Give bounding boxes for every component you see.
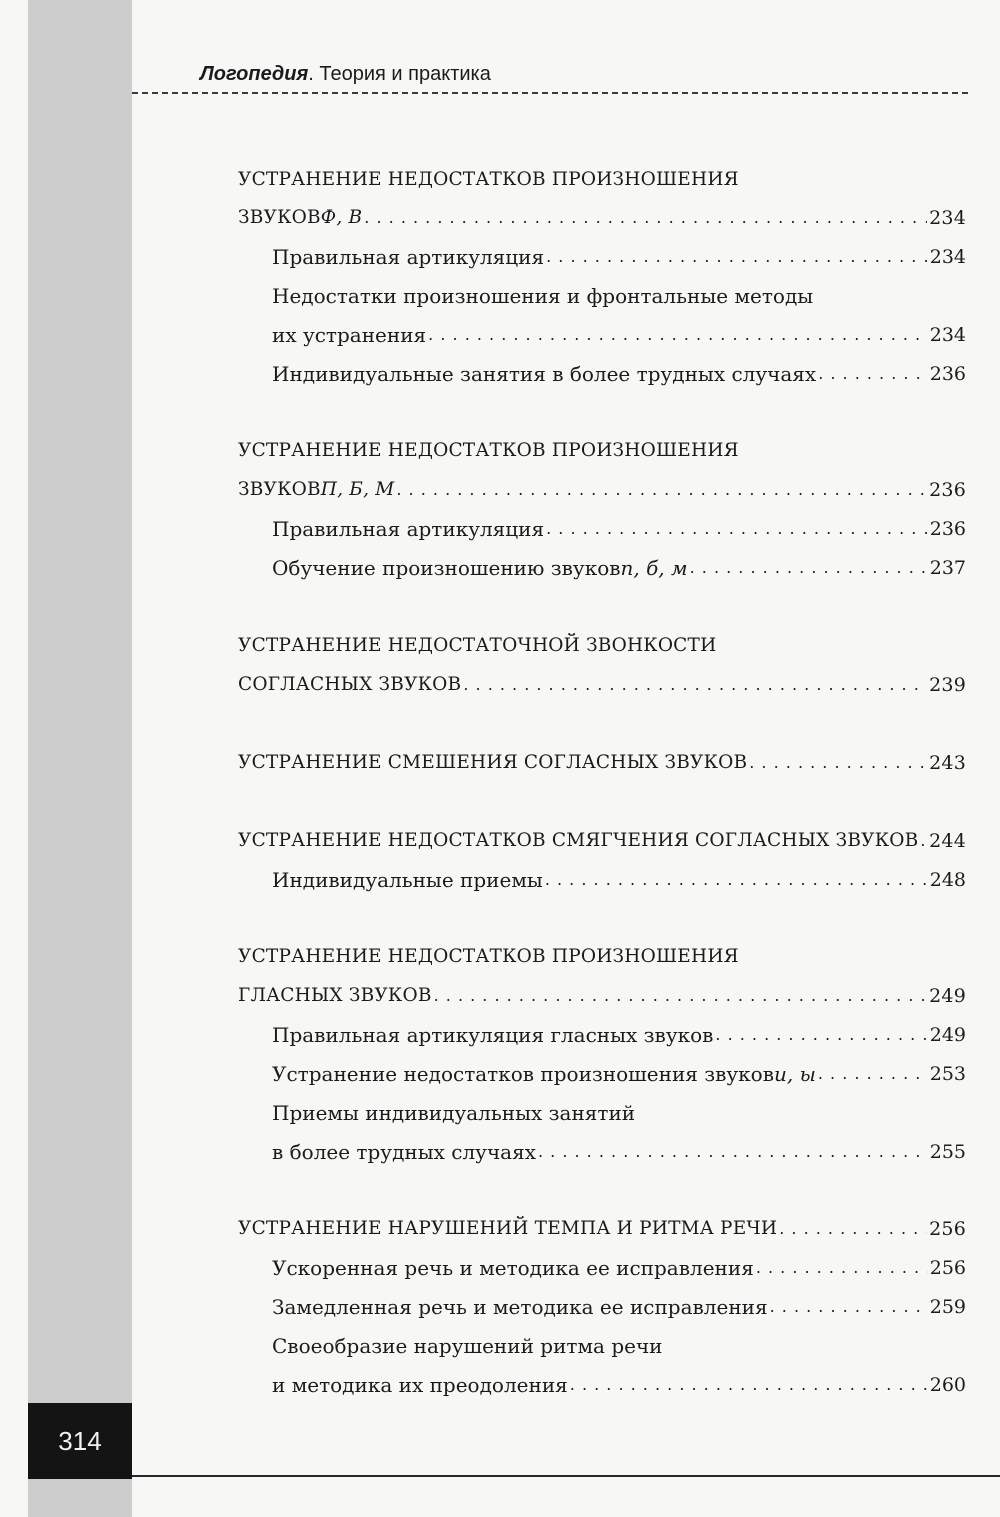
toc-entry-text: их устранения (272, 323, 427, 347)
toc-entry-text: Недостатки произношения и фронтальные методы (272, 284, 814, 308)
toc-page-number: 249 (929, 1024, 966, 1046)
toc-entry (272, 317, 966, 353)
toc-entry (238, 667, 966, 703)
toc-entry (272, 1095, 966, 1131)
toc-leader-dots (756, 1250, 928, 1286)
toc-entry-text: СОГЛАСНЫХ ЗВУКОВ (238, 674, 462, 695)
toc-leader-dots (818, 356, 928, 392)
toc-entry (238, 745, 966, 781)
side-margin-bar (28, 0, 132, 1517)
toc-leader-dots (545, 862, 928, 898)
toc-entry-text: ГЛАСНЫХ ЗВУКОВ (238, 985, 432, 1006)
toc-page-number: 234 (929, 246, 966, 268)
toc-entry-text: УСТРАНЕНИЕ НЕДОСТАТКОВ СМЯГЧЕНИЯ СОГЛАСНЫХ ЗВУКОВ (238, 830, 919, 851)
toc-entry-text: УСТРАНЕНИЕ НЕДОСТАТКОВ ПРОИЗНОШЕНИЯ (238, 169, 739, 190)
toc-heading (238, 939, 966, 975)
toc-entry (272, 511, 966, 547)
toc-page-number: 234 (929, 207, 966, 229)
toc-page-number: 249 (929, 985, 966, 1007)
toc-entry-text: Индивидуальные занятия в более трудных случаях (272, 362, 817, 386)
toc-page-number: 255 (929, 1141, 966, 1163)
toc-entry-text: Приемы индивидуальных занятий (272, 1101, 636, 1125)
toc-entry (272, 1017, 966, 1053)
toc-entry-text: Своеобразие нарушений ритма речи (272, 1334, 663, 1358)
running-header-rest: . Теория и практика (308, 63, 491, 85)
toc-leader-dots (364, 200, 927, 236)
toc-leader-dots (770, 1289, 928, 1325)
toc-entry (272, 1367, 966, 1403)
toc-leader-dots (546, 239, 928, 275)
toc-entry-text: УСТРАНЕНИЕ НЕДОСТАТКОВ ПРОИЗНОШЕНИЯ (238, 440, 739, 461)
toc-leader-dots (818, 1056, 928, 1092)
toc-entry-text: ЗВУКОВ (238, 207, 321, 228)
toc-entry-text: Устранение недостатков произношения звуков (272, 1062, 774, 1086)
toc-entry (272, 1056, 966, 1092)
toc-entry (272, 862, 966, 898)
toc-entry (272, 1134, 966, 1170)
toc-entry-text: в более трудных случаях (272, 1140, 536, 1164)
toc-heading (238, 628, 966, 664)
toc-entry-text: УСТРАНЕНИЕ НЕДОСТАТОЧНОЙ ЗВОНКОСТИ (238, 635, 717, 656)
toc-entry (272, 1250, 966, 1286)
toc-page-number: 243 (929, 752, 966, 774)
toc-heading (238, 162, 966, 198)
toc-page-number: 236 (929, 363, 966, 385)
toc-page-number: 236 (929, 518, 966, 540)
toc-entry-text: УСТРАНЕНИЕ НЕДОСТАТКОВ ПРОИЗНОШЕНИЯ (238, 946, 739, 967)
toc-entry-text: Замедленная речь и методика ее исправления (272, 1295, 768, 1319)
page-number: 314 (28, 1403, 132, 1479)
toc-leader-dots (434, 978, 928, 1014)
toc-entry-italic: П, Б, М (320, 479, 395, 500)
running-header (200, 59, 491, 89)
toc-entry-italic: Ф, В (320, 207, 363, 228)
toc-leader-dots (779, 1211, 927, 1247)
toc-page-number: 244 (929, 830, 966, 852)
toc-page-number: 260 (929, 1374, 966, 1396)
toc-entry-text: УСТРАНЕНИЕ НАРУШЕНИЙ ТЕМПА И РИТМА РЕЧИ (238, 1218, 778, 1239)
toc-entry-text: Обучение произношению звуков (272, 556, 621, 580)
toc-entry (238, 200, 966, 236)
toc-entry (238, 978, 966, 1014)
toc-entry-text: и методика их преодоления (272, 1373, 568, 1397)
toc-entry (272, 550, 966, 586)
toc-entry-text: УСТРАНЕНИЕ СМЕШЕНИЯ СОГЛАСНЫХ ЗВУКОВ (238, 752, 748, 773)
toc-entry-italic: и, ы (773, 1062, 816, 1086)
toc-entry (272, 1328, 966, 1364)
toc-entry-text: Ускоренная речь и методика ее исправления (272, 1256, 754, 1280)
toc-entry (238, 472, 966, 508)
toc-leader-dots (546, 511, 928, 547)
toc-entry (272, 239, 966, 275)
toc-page-number: 239 (929, 674, 966, 696)
toc-leader-dots (428, 317, 928, 353)
toc-entry (272, 278, 966, 314)
toc-page-number: 234 (929, 324, 966, 346)
header-dashed-rule (132, 92, 968, 94)
toc-leader-dots (570, 1367, 928, 1403)
toc-entry (272, 356, 966, 392)
toc-page-number: 248 (929, 869, 966, 891)
toc-leader-dots (690, 550, 928, 586)
toc-entry-text: ЗВУКОВ (238, 479, 321, 500)
toc-leader-dots (920, 823, 927, 859)
toc-page-number: 253 (929, 1063, 966, 1085)
toc-entry-text: Правильная артикуляция (272, 245, 545, 269)
bottom-rule (132, 1475, 1000, 1477)
toc-leader-dots (749, 745, 927, 781)
toc-entry-text: Правильная артикуляция гласных звуков (272, 1023, 714, 1047)
toc-entry (272, 1289, 966, 1325)
running-header-bold: Логопедия (200, 63, 309, 85)
toc-entry-text: Индивидуальные приемы (272, 868, 543, 892)
toc-leader-dots (715, 1017, 927, 1053)
toc-entry (238, 823, 966, 859)
toc-leader-dots (538, 1134, 928, 1170)
toc-leader-dots (463, 667, 927, 703)
toc-page-number: 256 (929, 1257, 966, 1279)
toc-page-number: 259 (929, 1296, 966, 1318)
toc-entry (238, 1211, 966, 1247)
toc-leader-dots (396, 472, 927, 508)
toc-page-number: 236 (929, 479, 966, 501)
toc-page-number: 237 (929, 557, 966, 579)
toc-entry-text: Правильная артикуляция (272, 517, 545, 541)
toc-entry-italic: п, б, м (620, 556, 688, 580)
toc-page-number: 256 (929, 1218, 966, 1240)
toc-heading (238, 433, 966, 469)
